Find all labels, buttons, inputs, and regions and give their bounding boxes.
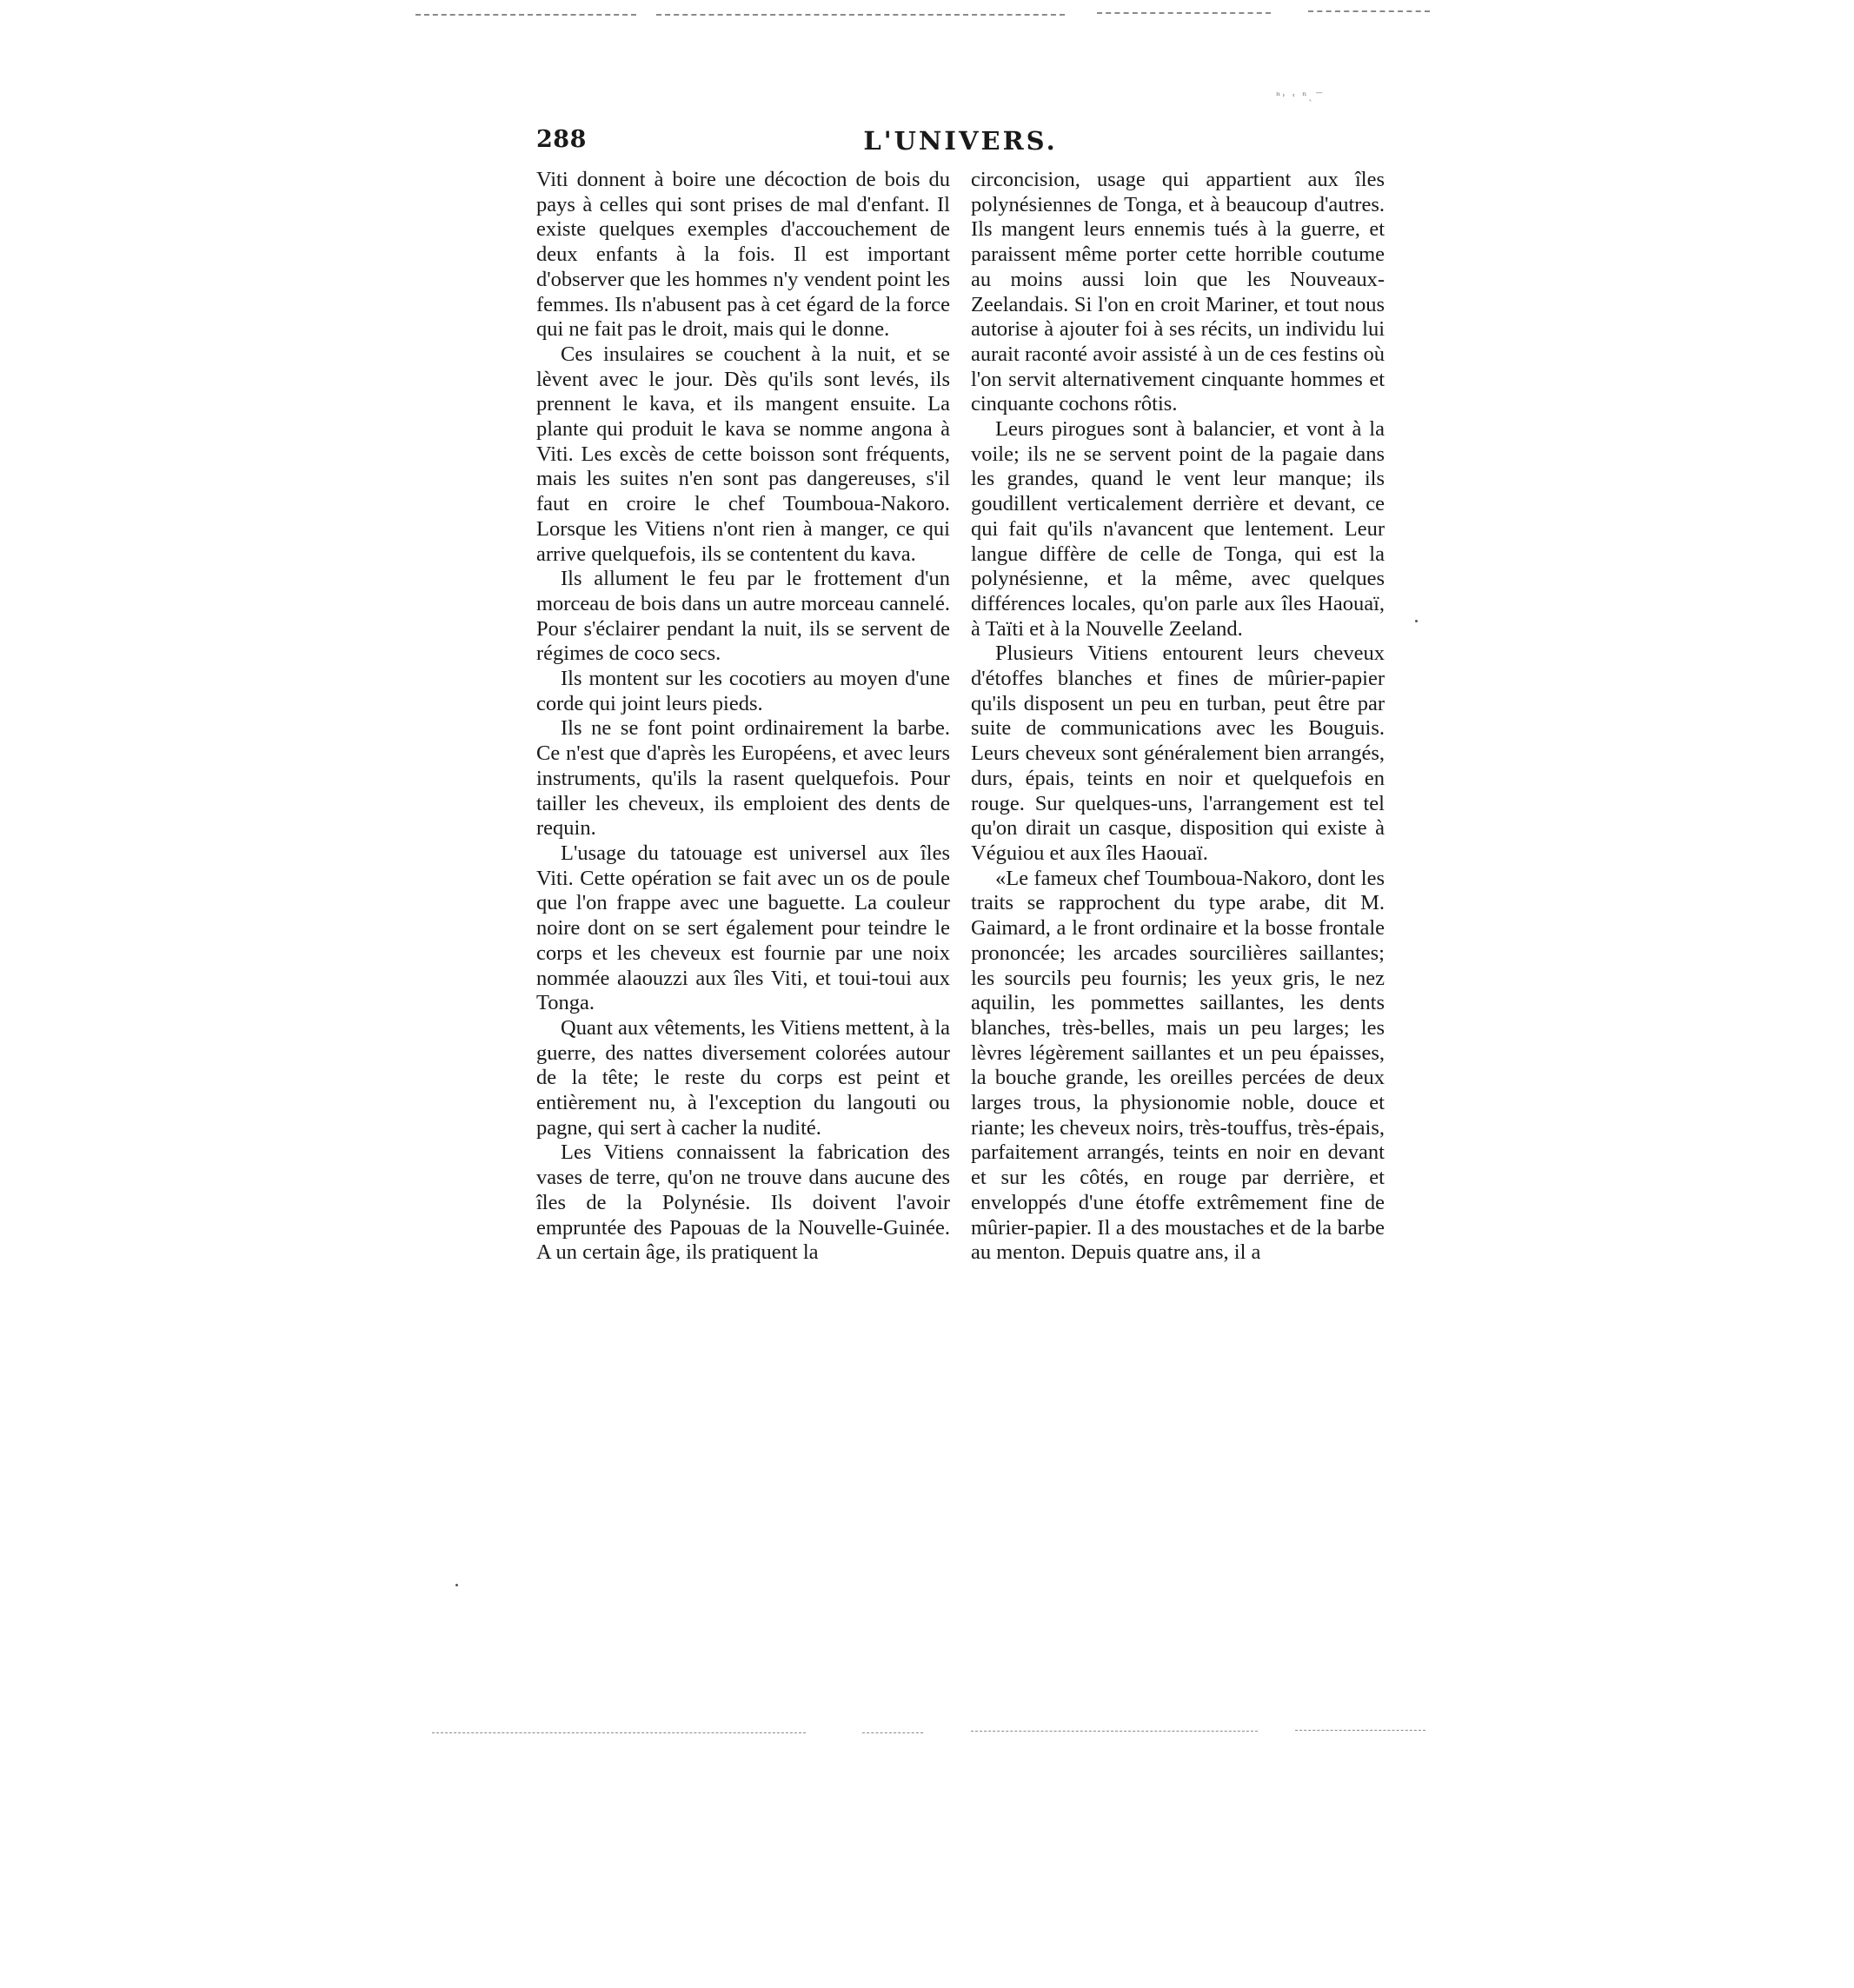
paragraph: Les Vitiens connaissent la fabrication des vases de terre, qu'on ne trouve dans aucune des îles de la Polynésie. Ils doivent l'avoir empruntée des Papouas de la Nouvelle-Guinée. A un certain âge, ils pratiquent la bbox=[536, 1140, 950, 1265]
top-scan-rule bbox=[415, 14, 636, 16]
paragraph: Ces insulaires se couchent à la nuit, et se lèvent avec le jour. Dès qu'ils sont levés, ils prennent le kava, et ils mangent ensuite. La plante qui produit le kava se nomme angona à Viti. Les excès de cette boisson sont fréquents, mais les suites n'en sont pas dangereuses, s'il faut en croire le chef Toumboua-Nakoro. Lorsque les Vitiens n'ont rien à manger, ce qui arrive quelquefois, ils se contentent du kava. bbox=[536, 342, 950, 566]
running-title: L'UNIVERS. bbox=[863, 126, 1058, 156]
paragraph: Ils montent sur les cocotiers au moyen d'une corde qui joint leurs pieds. bbox=[536, 667, 950, 715]
ink-speck bbox=[455, 1584, 458, 1586]
bottom-scan-rule bbox=[432, 1732, 806, 1733]
margin-scribble: ⁿ˒ ˓ ⁿˎ ͞ bbox=[1276, 90, 1319, 102]
paragraph: L'usage du tatouage est universel aux îles Viti. Cette opération se fait avec un os de poule que l'on frappe avec une baguette. La couleur noire dont on se sert également pour teindre le corps et les cheveux est fournie par une noix nommée alaouzzi aux îles Viti, et toui-toui aux Tonga. bbox=[536, 841, 950, 1015]
ink-speck bbox=[1415, 620, 1418, 622]
paragraph: Viti donnent à boire une décoction de bois du pays à celles qui sont prises de mal d'enfant. Il existe quelques exemples d'accouchement de deux enfants à la fois. Il est important d'observer que les hommes n'y vendent point les femmes. Ils n'abusent pas à cet égard de la force qui ne fait pas le droit, mais qui le donne. bbox=[536, 168, 950, 342]
paragraph: Quant aux vêtements, les Vitiens mettent, à la guerre, des nattes diversement colorées autour de la tête; le reste du corps est peint et entièrement nu, à l'exception du langouti ou pagne, qui sert à cacher la nudité. bbox=[536, 1015, 950, 1140]
left-column bbox=[536, 168, 950, 1266]
paragraph: «Le fameux chef Toumboua-Nakoro, dont les traits se rapprochent du type arabe, dit M. Gaimard, a le front ordinaire et la bosse frontale prononcée; les arcades sourcilières saillantes; les sourcils peu fournis; les yeux gris, le nez aquilin, les pommettes saillantes, les dents blanches, très-belles, mais un peu larges; les lèvres légèrement saillantes et un peu épaisses, la bouche grande, les oreilles percées de deux larges trous, la physionomie noble, douce et riante; les cheveux noirs, très-touffus, très-épais, parfaitement arrangés, teints en noir en devant et sur les côtés, en rouge par derrière, et enveloppés d'une étoffe extrêmement fine de mûrier-papier. Il a des moustaches et de la barbe au menton. Depuis quatre ans, il a bbox=[971, 866, 1385, 1265]
top-scan-rule bbox=[1097, 12, 1271, 14]
bottom-scan-rule bbox=[862, 1732, 923, 1733]
right-column bbox=[971, 168, 1385, 1266]
paragraph: Ils ne se font point ordinairement la barbe. Ce n'est que d'après les Européens, et avec leurs instruments, qu'ils la rasent quelquefois. Pour tailler les cheveux, ils emploient des dents de requin. bbox=[536, 716, 950, 841]
paragraph: Ils allument le feu par le frottement d'un morceau de bois dans un autre morceau cannelé. Pour s'éclairer pendant la nuit, ils se servent de régimes de coco secs. bbox=[536, 567, 950, 666]
page-number: 288 bbox=[536, 126, 587, 153]
top-scan-rule bbox=[1308, 10, 1430, 12]
paragraph: Plusieurs Vitiens entourent leurs cheveux d'étoffes blanches et fines de mûrier-papier qu'ils disposent un peu en turban, peut être par suite de communications avec les Bouguis. Leurs cheveux sont généralement bien arrangés, durs, épais, teints en noir et quelquefois en rouge. Sur quelques-uns, l'arrangement est tel qu'on dirait un casque, disposition qui existe à Véguiou et aux îles Haouaï. bbox=[971, 642, 1385, 865]
top-scan-rule bbox=[656, 14, 1065, 16]
page-header bbox=[536, 126, 1385, 166]
bottom-scan-rule bbox=[1295, 1730, 1425, 1731]
paragraph: Leurs pirogues sont à balancier, et vont à la voile; ils ne se servent point de la pagaie dans les grandes, quand le vent leur manque; ils goudillent verticalement derrière et devant, ce qui fait qu'ils n'avancent que lentement. Leur langue diffère de celle de Tonga, qui est la polynésienne, et la même, avec quelques différences locales, qu'on parle aux îles Haouaï, à Taïti et à la Nouvelle Zeeland. bbox=[971, 417, 1385, 641]
bottom-scan-rule bbox=[971, 1731, 1258, 1732]
paragraph: circoncision, usage qui appartient aux îles polynésiennes de Tonga, et à beaucoup d'autres. Ils mangent leurs ennemis tués à la guerre, et paraissent même porter cette horrible coutume au moins aussi loin que les Nouveaux-Zeelandais. Si l'on en croit Mariner, et tout nous autorise à ajouter foi à ses récits, un individu lui aurait raconté avoir assisté à un de ces festins où l'on servit alternativement cinquante hommes et cinquante cochons rôtis. bbox=[971, 168, 1385, 416]
